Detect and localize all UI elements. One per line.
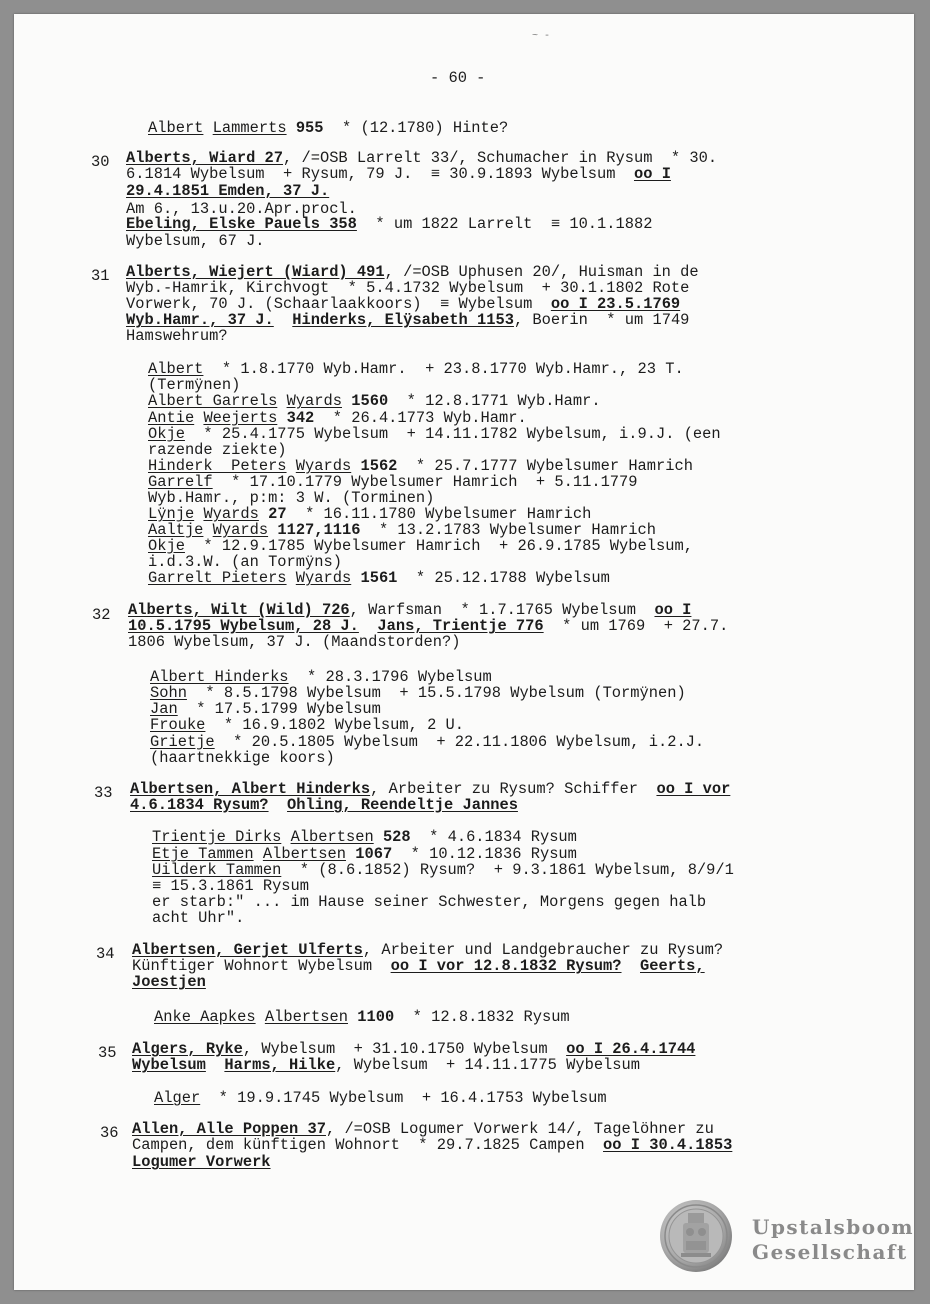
genealogy-text xyxy=(14,14,914,1290)
entry-number: 30 xyxy=(91,153,110,171)
logo-line-1: Upstalsboom xyxy=(752,1215,915,1239)
child-line: Albert Hinderks * 28.3.1796 Wybelsum xyxy=(150,668,492,686)
entry-line: Albertsen, Gerjet Ulferts, Arbeiter und Landgebraucher zu Rysum? xyxy=(132,941,724,959)
child-line: Frouke * 16.9.1802 Wybelsum, 2 U. xyxy=(150,716,465,734)
entry-number: 33 xyxy=(94,784,113,802)
entry-line: Alberts, Wilt (Wild) 726, Warfsman * 1.7.1765 Wybelsum oo I xyxy=(128,601,692,619)
child-line: er starb:" ... im Hause seiner Schwester, Morgens gegen halb xyxy=(152,893,707,911)
entry-line: Künftiger Wohnort Wybelsum oo I vor 12.8.1832 Rysum? Geerts, xyxy=(132,957,705,975)
entry-line: Campen, dem künftigen Wohnort * 29.7.1825 Campen oo I 30.4.1853 xyxy=(132,1136,733,1154)
entry-line: Alberts, Wiard 27, /=OSB Larrelt 33/, Schumacher in Rysum * 30. xyxy=(126,149,718,167)
entry-line: 10.5.1795 Wybelsum, 28 J. Jans, Trientje 776 * um 1769 + 27.7. xyxy=(128,617,729,635)
entry-line: Am 6., 13.u.20.Apr.procl. xyxy=(126,200,357,218)
entry-line: Joestjen xyxy=(132,973,206,991)
entry-line: 6.1814 Wybelsum + Rysum, 79 J. ≡ 30.9.1893 Wybelsum oo I xyxy=(126,165,671,183)
entry-line: Ebeling, Elske Pauels 358 * um 1822 Larrelt ≡ 10.1.1882 xyxy=(126,215,653,233)
logo-text xyxy=(752,1215,914,1265)
entry-number: 32 xyxy=(92,606,111,624)
entry-line: Wyb.-Hamrik, Kirchvogt * 5.4.1732 Wybelsum + 30.1.1802 Rote xyxy=(126,279,690,297)
child-line: (Termÿnen) xyxy=(148,376,241,394)
entry-number: 34 xyxy=(96,945,115,963)
child-line: Wyb.Hamr., p:m: 3 W. (Torminen) xyxy=(148,489,435,507)
child-line: acht Uhr". xyxy=(152,909,245,927)
child-line: Garrelt Pieters Wyards 1561 * 25.12.1788 Wybelsum xyxy=(148,569,610,587)
entry-line: Vorwerk, 70 J. (Schaarlaakkoors) ≡ Wybelsum oo I 23.5.1769 xyxy=(126,295,681,313)
entry-line: Logumer Vorwerk xyxy=(132,1153,271,1171)
child-line: Antie Weejerts 342 * 26.4.1773 Wyb.Hamr. xyxy=(148,409,527,427)
child-line: Alger * 19.9.1745 Wybelsum + 16.4.1753 Wybelsum xyxy=(154,1089,607,1107)
entry-line: Allen, Alle Poppen 37, /=OSB Logumer Vorwerk 14/, Tagelöhner zu xyxy=(132,1120,714,1138)
entry-number: 31 xyxy=(91,267,110,285)
entry-line: Alberts, Wiejert (Wiard) 491, /=OSB Uphusen 20/, Huisman in de xyxy=(126,263,699,281)
scan-mark: ~ - xyxy=(532,31,551,42)
child-line: i.d.3.W. (an Tormÿns) xyxy=(148,553,342,571)
entry-line: Algers, Ryke, Wybelsum + 31.10.1750 Wybelsum oo I 26.4.1744 xyxy=(132,1040,696,1058)
child-line: Anke Aapkes Albertsen 1100 * 12.8.1832 Rysum xyxy=(154,1008,570,1026)
page-number: - 60 - xyxy=(430,69,486,87)
entry-line: Albertsen, Albert Hinderks, Arbeiter zu Rysum? Schiffer oo I vor xyxy=(130,780,731,798)
child-line: Garrelf * 17.10.1779 Wybelsumer Hamrich + 5.11.1779 xyxy=(148,473,638,491)
child-line: Trientje Dirks Albertsen 528 * 4.6.1834 Rysum xyxy=(152,828,577,846)
entry-line: Hamswehrum? xyxy=(126,327,228,345)
entry-line: 1806 Wybelsum, 37 J. (Maandstorden?) xyxy=(128,633,461,651)
child-line: Etje Tammen Albertsen 1067 * 10.12.1836 Rysum xyxy=(152,845,577,863)
child-line: razende ziekte) xyxy=(148,441,287,459)
child-line: Hinderk Peters Wyards 1562 * 25.7.1777 Wybelsumer Hamrich xyxy=(148,457,693,475)
child-line: Okje * 12.9.1785 Wybelsumer Hamrich + 26.9.1785 Wybelsum, xyxy=(148,537,693,555)
child-line: Okje * 25.4.1775 Wybelsum + 14.11.1782 Wybelsum, i.9.J. (een xyxy=(148,425,721,443)
document-page xyxy=(14,14,914,1290)
entry-line: Wyb.Hamr., 37 J. Hinderks, Elÿsabeth 1153, Boerin * um 1749 xyxy=(126,311,690,329)
child-line: Uilderk Tammen * (8.6.1852) Rysum? + 9.3.1861 Wybelsum, 8/9/1 xyxy=(152,861,734,879)
child-line: Albert * 1.8.1770 Wyb.Hamr. + 23.8.1770 Wyb.Hamr., 23 T. xyxy=(148,360,684,378)
child-line: Jan * 17.5.1799 Wybelsum xyxy=(150,700,381,718)
entry-line: 4.6.1834 Rysum? Ohling, Reendeltje Jannes xyxy=(130,796,518,814)
child-line: Lÿnje Wyards 27 * 16.11.1780 Wybelsumer Hamrich xyxy=(148,505,592,523)
entry-line: 29.4.1851 Emden, 37 J. xyxy=(126,182,330,200)
child-line: Albert Lammerts 955 * (12.1780) Hinte? xyxy=(148,119,509,137)
child-line: Sohn * 8.5.1798 Wybelsum + 15.5.1798 Wybelsum (Tormÿnen) xyxy=(150,684,686,702)
entry-line: Wybelsum Harms, Hilke, Wybelsum + 14.11.1775 Wybelsum xyxy=(132,1056,641,1074)
child-line: Albert Garrels Wyards 1560 * 12.8.1771 Wyb.Hamr. xyxy=(148,392,601,410)
entry-line: Wybelsum, 67 J. xyxy=(126,232,265,250)
entry-number: 35 xyxy=(98,1044,117,1062)
child-line: ≡ 15.3.1861 Rysum xyxy=(152,877,310,895)
upstalsboom-seal-icon xyxy=(659,1199,733,1273)
child-line: (haartnekkige koors) xyxy=(150,749,335,767)
child-line: Aaltje Wyards 1127,1116 * 13.2.1783 Wybelsumer Hamrich xyxy=(148,521,657,539)
logo-line-2: Gesellschaft xyxy=(752,1240,908,1264)
entry-number: 36 xyxy=(100,1124,119,1142)
child-line: Grietje * 20.5.1805 Wybelsum + 22.11.1806 Wybelsum, i.2.J. xyxy=(150,733,705,751)
